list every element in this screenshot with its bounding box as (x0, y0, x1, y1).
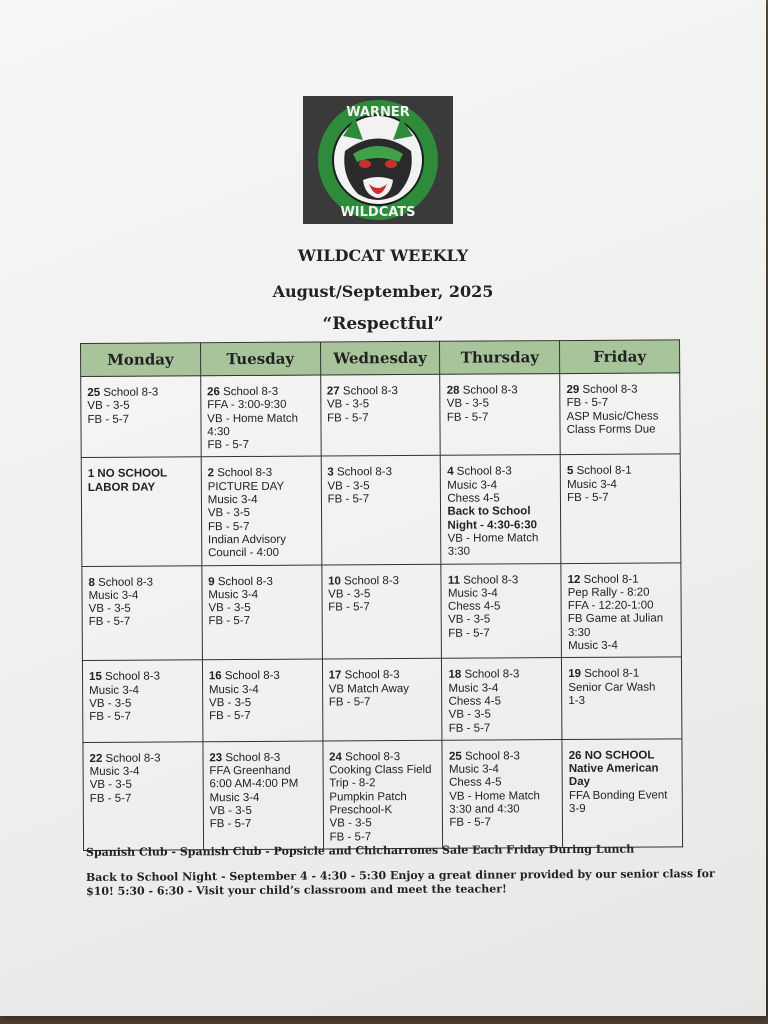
day-number: 8 (88, 576, 95, 589)
day-first-line (447, 466, 556, 480)
day-event: FB - 5-7 (567, 491, 609, 505)
calendar-week-row (82, 657, 681, 742)
footer-note-spanish-club: Spanish Club - Spanish Club - Popsicle and Chicharrones Sale Each Friday During Lunch (85, 842, 635, 859)
day-number: 11 (447, 574, 461, 587)
day-event: School 8-1 (584, 667, 640, 681)
day-first-line (568, 668, 677, 682)
calendar-header-row (81, 340, 680, 377)
day-event: Preschool-K (329, 804, 393, 817)
day-first-line (448, 668, 557, 682)
day-event: 3-9 (569, 802, 586, 816)
day-number: 19 (568, 668, 582, 681)
day-event: FB - 5-7 (329, 830, 372, 844)
day-event: FFA - 12:20-1:00 (567, 599, 654, 613)
day-event: School 8-3 (103, 386, 159, 399)
day-number: 27 (326, 385, 340, 398)
day-event: VB - 3-5 (448, 708, 491, 721)
calendar-day-cell (202, 659, 322, 741)
day-first-line (329, 751, 438, 765)
calendar-table (80, 339, 683, 851)
calendar-day-cell (201, 457, 321, 566)
day-first-line (90, 752, 199, 766)
day-first-line (88, 468, 197, 482)
calendar-day-cell (322, 659, 442, 741)
day-event: Chess 4-5 (449, 776, 502, 790)
day-event: Trip - 8-2 (329, 777, 376, 790)
day-event: School 8-3 (217, 467, 273, 480)
calendar-day-cell (82, 565, 202, 661)
logo-bottom-text: WILDCATS (340, 205, 416, 220)
calendar-day-cell (561, 562, 681, 658)
calendar-day-cell (321, 456, 441, 565)
day-event: Music 3-4 (89, 684, 140, 697)
day-header: Thursday (440, 341, 560, 375)
day-event: FFA Bonding Event (568, 789, 668, 802)
day-event: FB - 5-7 (209, 818, 252, 831)
day-event: VB - 3-5 (87, 399, 130, 413)
day-number: 25 (87, 386, 101, 399)
day-event: FB - 5-7 (89, 710, 131, 724)
day-event: ASP Music/Chess (566, 410, 659, 423)
day-event: School 8-1 (583, 573, 639, 586)
day-number: 17 (328, 669, 342, 682)
day-number: 28 (446, 384, 460, 397)
day-event: FB - 5-7 (328, 696, 371, 709)
day-first-line (448, 574, 557, 588)
day-header: Friday (560, 340, 680, 374)
day-first-line (329, 669, 438, 683)
day-number: 3 (327, 466, 334, 479)
day-event: 3:30 (567, 626, 591, 639)
day-event: Chess 4-5 (447, 600, 501, 613)
day-event: VB - 3-5 (209, 804, 252, 818)
day-event: School 8-3 (223, 385, 279, 399)
day-event: VB - 3-5 (329, 817, 372, 830)
day-event: VB - 3-5 (207, 507, 251, 520)
day-event: School 8-3 (456, 465, 512, 479)
day-number: 9 (208, 575, 215, 588)
day-event: Music 3-4 (447, 479, 498, 492)
day-event: Music 3-4 (448, 682, 499, 695)
day-event: School 8-3 (464, 750, 520, 763)
calendar-day-cell (83, 742, 203, 851)
day-event: VB - 3-5 (89, 697, 132, 710)
day-event: School 8-3 (582, 383, 638, 396)
day-event: School 8-3 (224, 670, 280, 683)
day-event: Senior Car Wash (568, 681, 656, 694)
day-event: School 8-3 (98, 576, 154, 589)
calendar-day-cell (560, 373, 680, 455)
day-event: PICTURE DAY (207, 480, 285, 494)
day-event: School 8-3 (462, 384, 518, 397)
day-first-line (569, 749, 678, 763)
day-event: School 8-3 (344, 574, 400, 587)
day-event: FB - 5-7 (448, 627, 490, 640)
day-event: Music 3-4 (209, 791, 260, 804)
day-event-bold: Native American (568, 762, 659, 776)
day-event: VB - 3-5 (208, 602, 251, 615)
day-event: 3:30 and 4:30 (449, 803, 520, 816)
day-event: FB - 5-7 (449, 816, 491, 830)
day-event: 6:00 AM-4:00 PM (209, 778, 299, 791)
day-event: Music 3-4 (207, 493, 258, 507)
day-event: Music 3-4 (208, 588, 259, 602)
newsletter-theme: “Respectful” (322, 314, 444, 334)
day-event: FB - 5-7 (448, 722, 491, 735)
calendar-week-row (81, 373, 680, 458)
day-event: VB - 3-5 (328, 588, 371, 601)
day-event: Music 3-4 (208, 683, 259, 696)
day-number: 29 (566, 383, 580, 397)
day-event: VB - 3-5 (208, 696, 252, 710)
day-event: FFA Greenhand (209, 764, 291, 778)
day-number: 22 (89, 752, 103, 765)
calendar-day-cell (203, 741, 323, 850)
day-event-bold: NO SCHOOL (584, 749, 655, 762)
calendar-day-cell (440, 374, 560, 456)
calendar-week-row (83, 739, 683, 851)
day-event: VB - Home Match (207, 412, 299, 425)
day-first-line (447, 384, 556, 398)
calendar-day-cell (82, 660, 202, 742)
day-event-bold: Day (568, 776, 591, 789)
day-event: FB - 5-7 (566, 397, 609, 410)
day-number: 4 (447, 466, 454, 479)
day-event: School 8-3 (105, 752, 161, 765)
logo-top-text: WARNER (346, 105, 410, 120)
day-first-line (87, 386, 196, 400)
day-event: School 8-3 (225, 751, 281, 764)
day-event: FFA - 3:00-9:30 (207, 399, 287, 412)
day-event: FB - 5-7 (328, 601, 370, 614)
day-header: Monday (81, 343, 201, 377)
day-number: 5 (566, 465, 574, 478)
calendar-day-cell (562, 657, 682, 739)
day-event: Music 3-4 (567, 478, 617, 491)
day-event: VB - 3-5 (446, 397, 489, 411)
day-event: FB - 5-7 (446, 411, 489, 424)
calendar-day-cell (200, 375, 320, 457)
day-event: FB - 5-7 (327, 493, 370, 506)
day-number: 18 (448, 669, 462, 682)
calendar-day-cell (441, 563, 561, 659)
day-event: School 8-3 (336, 466, 393, 479)
day-event: Indian Advisory (207, 533, 287, 547)
day-number: 16 (208, 670, 222, 683)
calendar-week-row (82, 562, 682, 660)
day-event: 4:30 (207, 425, 230, 439)
day-event: Chess 4-5 (448, 695, 502, 708)
day-number: 26 (207, 386, 220, 399)
day-header: Tuesday (200, 342, 320, 376)
day-number: 23 (209, 751, 223, 765)
day-first-line (207, 386, 316, 400)
day-event-bold: Back to School (447, 505, 531, 519)
day-event: Council - 4:00 (208, 547, 280, 560)
day-number: 12 (567, 573, 581, 586)
calendar-day-cell (442, 739, 562, 848)
day-event: School 8-3 (217, 575, 273, 588)
day-event-bold: NO SCHOOL (97, 467, 168, 481)
day-event: FB - 5-7 (207, 520, 250, 533)
day-event: Music 3-4 (88, 589, 139, 602)
day-event: FB - 5-7 (87, 413, 130, 426)
day-event: Music 3-4 (568, 639, 618, 653)
day-event: VB - 3-5 (88, 602, 131, 616)
day-event: 1-3 (568, 694, 586, 707)
day-event: School 8-3 (344, 669, 400, 682)
day-event: VB - 3-5 (326, 398, 370, 411)
calendar-week-row (81, 454, 681, 566)
day-event: School 8-3 (345, 750, 401, 764)
calendar-day-cell (562, 739, 682, 848)
day-number: 15 (89, 671, 102, 684)
day-event: FB - 5-7 (209, 710, 251, 723)
day-event: VB - 3-5 (448, 613, 491, 627)
day-event: School 8-1 (576, 465, 632, 478)
footer-note-back-to-school: Back to School Night - September 4 - 4:30 - 5:30 Enjoy a great dinner provided by our senior class for $10! 5:30 - 6:30 - Visit your child’s classroom and meet the teacher! (85, 867, 715, 898)
day-event: VB - Home Match (447, 532, 539, 545)
day-event: VB - 3-5 (327, 480, 370, 493)
day-event: FB Game at Julian (567, 612, 664, 626)
calendar-day-cell (321, 564, 441, 660)
day-number: 10 (328, 574, 341, 588)
day-event: Music 3-4 (448, 763, 499, 776)
day-event: FB - 5-7 (327, 411, 369, 425)
calendar-day-cell (320, 374, 440, 456)
day-event: FB - 5-7 (207, 439, 250, 452)
calendar-day-cell (202, 565, 322, 661)
wildcats-logo (303, 96, 453, 224)
day-event-bold: Night - 4:30-6:30 (447, 518, 538, 532)
day-first-line (209, 751, 318, 765)
day-first-line (567, 465, 676, 479)
day-first-line (88, 576, 197, 590)
day-event: VB - 3-5 (89, 779, 132, 792)
day-event: FB - 5-7 (88, 616, 131, 629)
day-first-line (328, 574, 437, 588)
day-first-line (209, 670, 318, 684)
day-number: 24 (329, 751, 342, 764)
newsletter-date: August/September, 2025 (272, 282, 494, 301)
calendar-day-cell (81, 457, 201, 566)
day-event: VB Match Away (328, 682, 410, 696)
day-event: School 8-3 (105, 670, 161, 684)
day-header: Wednesday (320, 341, 440, 375)
day-event: Pumpkin Patch (329, 790, 407, 804)
newsletter-title: WILDCAT WEEKLY (297, 246, 469, 265)
day-number: 2 (207, 467, 215, 480)
day-event: School 8-3 (463, 573, 519, 587)
day-event: Class Forms Due (566, 423, 656, 436)
calendar-day-cell (441, 455, 561, 564)
day-event: FB - 5-7 (208, 615, 251, 628)
day-first-line (208, 467, 317, 481)
day-event: VB - Home Match (449, 789, 540, 803)
day-event: 3:30 (447, 545, 471, 559)
day-event: Pep Rally - 8:20 (567, 586, 650, 599)
calendar-day-cell (323, 740, 443, 849)
day-event: FB - 5-7 (89, 792, 132, 805)
day-first-line (327, 385, 436, 399)
day-number: 26 (568, 749, 582, 762)
day-event: Music 3-4 (89, 765, 140, 779)
day-number: 25 (448, 750, 462, 763)
day-first-line (449, 750, 558, 764)
day-event-bold: LABOR DAY (87, 481, 156, 494)
day-event: School 8-3 (342, 385, 398, 398)
day-first-line (327, 466, 436, 480)
calendar-day-cell (560, 454, 680, 563)
day-number: 1 (87, 468, 95, 481)
day-event: Cooking Class Field (329, 763, 432, 777)
day-event: School 8-3 (464, 668, 520, 682)
day-event: Chess 4-5 (447, 492, 500, 505)
day-first-line (568, 573, 677, 587)
day-first-line (566, 383, 675, 397)
calendar-day-cell (442, 658, 562, 740)
day-first-line (89, 671, 198, 685)
day-first-line (208, 575, 317, 589)
day-event: Music 3-4 (447, 587, 498, 600)
calendar-day-cell (81, 376, 201, 458)
